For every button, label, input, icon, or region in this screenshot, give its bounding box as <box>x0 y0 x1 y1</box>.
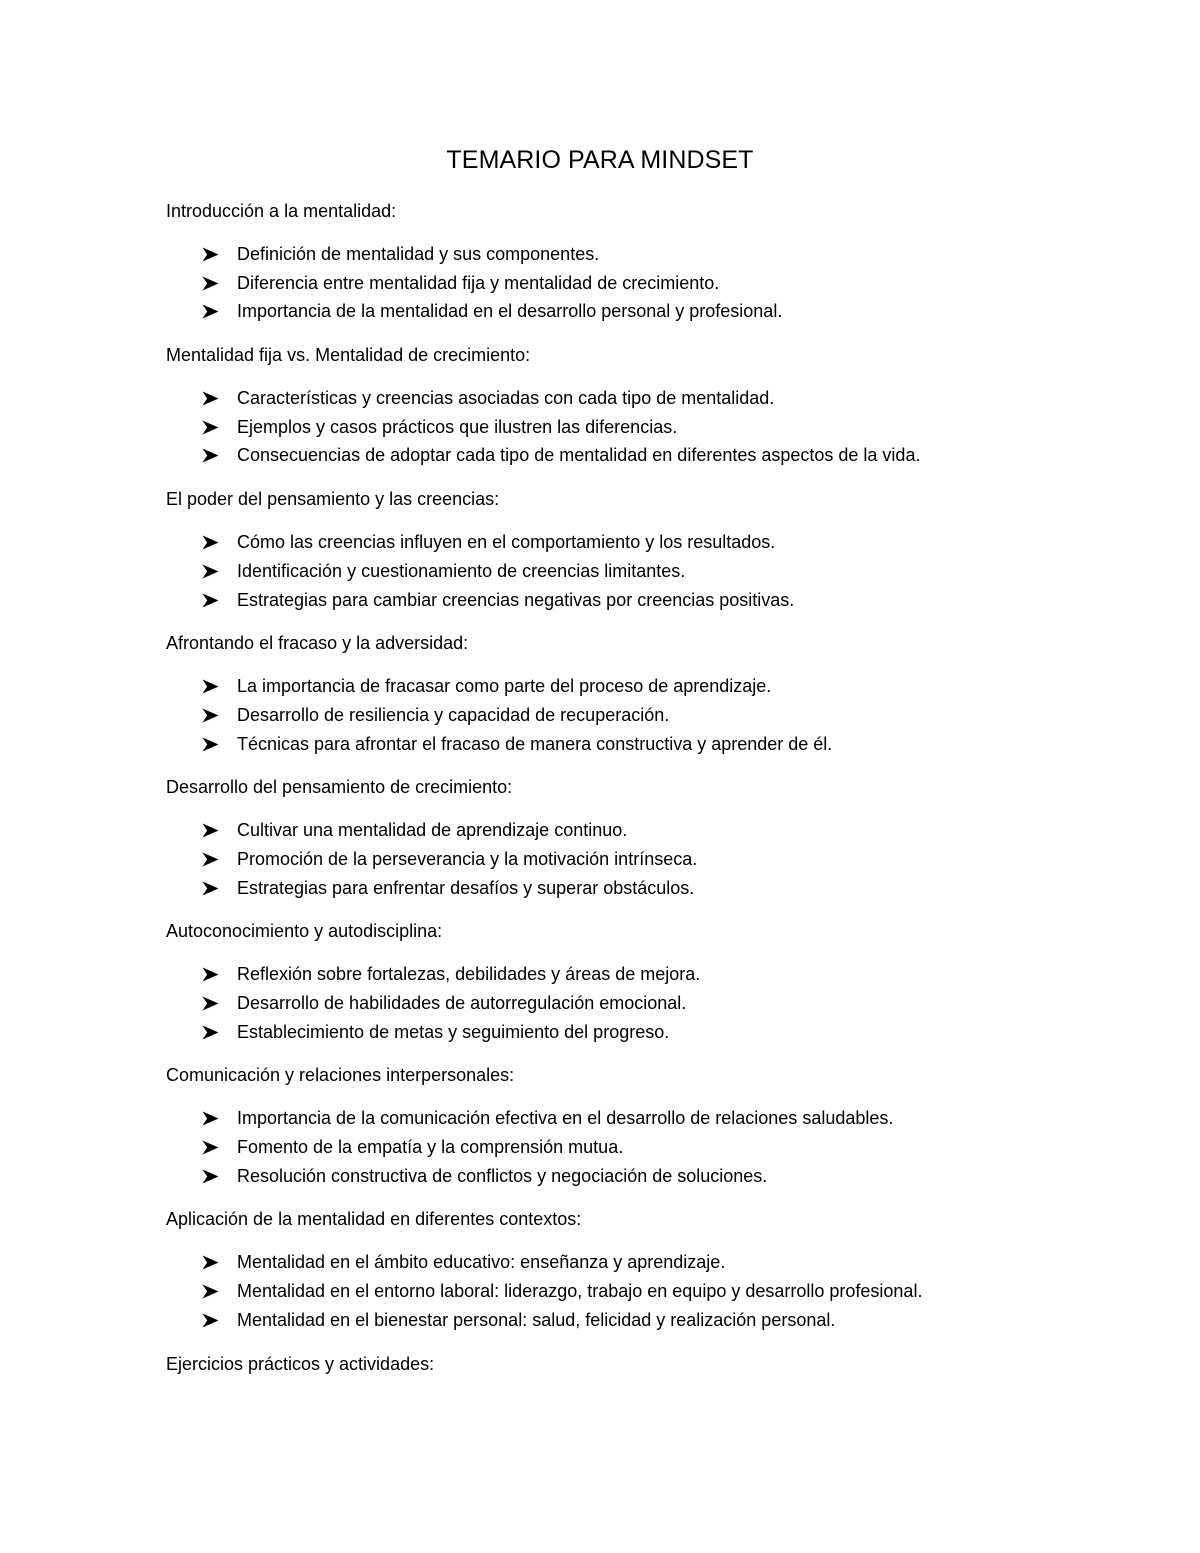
arrowhead-icon <box>202 1025 219 1040</box>
bullet-text: Identificación y cuestionamiento de creencias limitantes. <box>237 560 686 581</box>
bullet-item <box>166 441 1066 470</box>
arrowhead-icon <box>202 679 219 694</box>
arrowhead-icon <box>202 564 219 579</box>
bullet-item <box>166 269 1066 298</box>
topic-section <box>166 1060 1066 1190</box>
arrowhead-icon <box>202 881 219 896</box>
arrowhead-icon <box>202 304 219 319</box>
bullet-text: Cultivar una mentalidad de aprendizaje continuo. <box>237 820 628 841</box>
bullet-item <box>166 845 1066 874</box>
bullet-text: Diferencia entre mentalidad fija y mentalidad de crecimiento. <box>237 272 720 293</box>
bullet-text: Estrategias para cambiar creencias negativas por creencias positivas. <box>237 589 795 610</box>
bullet-item <box>166 701 1066 730</box>
bullet-text: Cómo las creencias influyen en el comportamiento y los resultados. <box>237 532 776 553</box>
bullet-item <box>166 413 1066 442</box>
arrowhead-icon <box>202 1284 219 1299</box>
section-heading: Aplicación de la mentalidad en diferentes contextos: <box>166 1209 582 1230</box>
arrowhead-icon <box>202 708 219 723</box>
arrowhead-icon <box>202 535 219 550</box>
bullet-text: Técnicas para afrontar el fracaso de manera constructiva y aprender de él. <box>237 733 833 754</box>
bullet-text: Resolución constructiva de conflictos y negociación de soluciones. <box>237 1165 768 1186</box>
bullet-text: Consecuencias de adoptar cada tipo de mentalidad en diferentes aspectos de la vida. <box>237 445 921 466</box>
bullet-text: Establecimiento de metas y seguimiento del progreso. <box>237 1021 670 1042</box>
bullet-list <box>166 816 1066 902</box>
bullet-item <box>166 1248 1066 1277</box>
bullet-list <box>166 240 1066 326</box>
section-heading: Introducción a la mentalidad: <box>166 201 397 221</box>
section-heading: Afrontando el fracaso y la adversidad: <box>166 633 469 654</box>
arrowhead-icon <box>202 420 219 435</box>
arrowhead-icon <box>202 247 219 262</box>
arrowhead-icon <box>202 448 219 463</box>
bullet-item <box>166 730 1066 759</box>
bullet-item <box>166 989 1066 1018</box>
section-heading: Autoconocimiento y autodisciplina: <box>166 921 443 942</box>
arrowhead-icon <box>202 1140 219 1155</box>
bullet-item <box>166 297 1066 326</box>
bullet-text: Mentalidad en el ámbito educativo: enseñanza y aprendizaje. <box>237 1252 726 1273</box>
bullet-item <box>166 557 1066 586</box>
bullet-text: Mentalidad en el bienestar personal: salud, felicidad y realización personal. <box>237 1309 836 1330</box>
bullet-item <box>166 816 1066 845</box>
topic-section <box>166 1349 1066 1379</box>
bullet-list <box>166 1104 1066 1190</box>
section-heading: Desarrollo del pensamiento de crecimiento: <box>166 777 513 798</box>
topic-section <box>166 196 1066 326</box>
bullet-item <box>166 586 1066 615</box>
arrowhead-icon <box>202 276 219 291</box>
bullet-list <box>166 672 1066 758</box>
arrowhead-icon <box>202 593 219 608</box>
section-heading: Ejercicios prácticos y actividades: <box>166 1353 435 1374</box>
arrowhead-icon <box>202 823 219 838</box>
bullet-list <box>166 384 1066 470</box>
topic-section <box>166 1204 1066 1334</box>
arrowhead-icon <box>202 1169 219 1184</box>
bullet-text: Reflexión sobre fortalezas, debilidades y áreas de mejora. <box>237 964 701 985</box>
bullet-item <box>166 960 1066 989</box>
bullet-text: Mentalidad en el entorno laboral: liderazgo, trabajo en equipo y desarrollo profesional. <box>237 1281 923 1302</box>
bullet-text: Desarrollo de habilidades de autorregulación emocional. <box>237 993 687 1013</box>
arrowhead-icon <box>202 1313 219 1328</box>
section-heading: Comunicación y relaciones interpersonales: <box>166 1065 515 1086</box>
topic-section <box>166 628 1066 758</box>
arrowhead-icon <box>202 737 219 752</box>
arrowhead-icon <box>202 967 219 982</box>
bullet-item <box>166 1277 1066 1306</box>
bullet-item <box>166 874 1066 903</box>
arrowhead-icon <box>202 852 219 867</box>
bullet-text: Estrategias para enfrentar desafíos y superar obstáculos. <box>237 877 695 898</box>
bullet-text: Definición de mentalidad y sus componentes. <box>237 244 600 264</box>
bullet-item <box>166 1018 1066 1047</box>
bullet-text: Desarrollo de resiliencia y capacidad de recuperación. <box>237 704 670 725</box>
section-heading: Mentalidad fija vs. Mentalidad de crecimiento: <box>166 345 531 366</box>
bullet-item <box>166 672 1066 701</box>
bullet-text: Importancia de la mentalidad en el desarrollo personal y profesional. <box>237 301 783 322</box>
bullet-item <box>166 1133 1066 1162</box>
topic-section <box>166 916 1066 1046</box>
bullet-item <box>166 1104 1066 1133</box>
bullet-text: Importancia de la comunicación efectiva en el desarrollo de relaciones saludables. <box>237 1108 894 1129</box>
bullet-item <box>166 240 1066 269</box>
bullet-list <box>166 960 1066 1046</box>
bullet-item <box>166 528 1066 557</box>
bullet-text: La importancia de fracasar como parte del proceso de aprendizaje. <box>237 676 772 697</box>
section-heading: El poder del pensamiento y las creencias: <box>166 489 500 510</box>
bullet-item <box>166 1162 1066 1191</box>
bullet-list <box>166 1248 1066 1334</box>
arrowhead-icon <box>202 1255 219 1270</box>
topic-sections <box>166 196 1066 1393</box>
bullet-text: Promoción de la perseverancia y la motivación intrínseca. <box>237 848 698 869</box>
arrowhead-icon <box>202 391 219 406</box>
bullet-text: Fomento de la empatía y la comprensión mutua. <box>237 1137 624 1158</box>
arrowhead-icon <box>202 996 219 1011</box>
bullet-item <box>166 1306 1066 1335</box>
bullet-text: Características y creencias asociadas con cada tipo de mentalidad. <box>237 388 775 409</box>
topic-section <box>166 340 1066 470</box>
bullet-item <box>166 384 1066 413</box>
bullet-list <box>166 528 1066 614</box>
document-title: TEMARIO PARA MINDSET <box>446 146 754 174</box>
topic-section <box>166 484 1066 614</box>
topic-section <box>166 772 1066 902</box>
bullet-text: Ejemplos y casos prácticos que ilustren las diferencias. <box>237 416 678 437</box>
arrowhead-icon <box>202 1111 219 1126</box>
